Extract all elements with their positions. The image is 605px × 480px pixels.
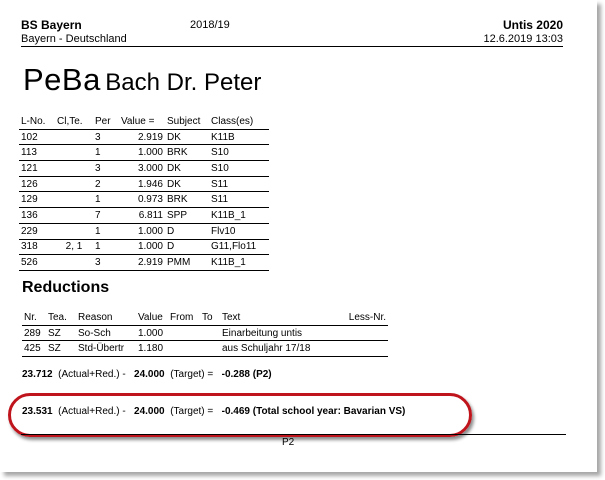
cell: Einarbeitung untis bbox=[220, 325, 320, 341]
cell bbox=[320, 325, 388, 341]
cell: 2 bbox=[93, 176, 119, 192]
difference-value: -0.288 (P2) bbox=[221, 369, 272, 380]
cell: G11,Flo11 bbox=[209, 239, 269, 255]
cell: S11 bbox=[209, 192, 269, 208]
cell: BRK bbox=[165, 145, 209, 161]
cell: 2.919 bbox=[119, 255, 165, 271]
cell: 2, 1 bbox=[55, 239, 93, 255]
cell: 229 bbox=[19, 223, 55, 239]
col-per: Per bbox=[93, 114, 119, 129]
cell bbox=[168, 341, 200, 357]
reductions-table bbox=[22, 310, 388, 357]
target-value: 24.000 bbox=[134, 406, 165, 417]
cell bbox=[320, 341, 388, 357]
cell: D bbox=[165, 239, 209, 255]
summary-line-1 bbox=[22, 369, 272, 380]
difference-value: -0.469 (Total school year: Bavarian VS) bbox=[221, 406, 406, 417]
col-text: Text bbox=[220, 310, 320, 325]
cell: Flv10 bbox=[209, 223, 269, 239]
actual-label: (Actual+Red.) - bbox=[58, 369, 126, 380]
footer-rule bbox=[21, 434, 566, 435]
col-value: Value bbox=[136, 310, 168, 325]
cell: 1 bbox=[93, 192, 119, 208]
reductions-header-row bbox=[22, 310, 388, 325]
col-lno: L-No. bbox=[19, 114, 55, 129]
cell: SPP bbox=[165, 208, 209, 224]
cell: 1 bbox=[93, 145, 119, 161]
cell: 526 bbox=[19, 255, 55, 271]
table-row bbox=[19, 255, 269, 271]
col-nr: Nr. bbox=[22, 310, 46, 325]
actual-label: (Actual+Red.) - bbox=[58, 406, 126, 417]
table-row bbox=[22, 325, 388, 341]
cell: K11B_1 bbox=[209, 208, 269, 224]
cell: 1 bbox=[93, 223, 119, 239]
cell: K11B bbox=[209, 129, 269, 145]
product-name: Untis 2020 bbox=[502, 18, 563, 32]
col-subject: Subject bbox=[165, 114, 209, 129]
table-row bbox=[19, 192, 269, 208]
print-datetime: 12.6.2019 13:03 bbox=[483, 33, 563, 45]
cell: BRK bbox=[165, 192, 209, 208]
cell: 102 bbox=[19, 129, 55, 145]
header-rule bbox=[21, 46, 563, 47]
table-row bbox=[19, 239, 269, 255]
school-year: 2018/19 bbox=[190, 19, 230, 31]
col-reason: Reason bbox=[76, 310, 136, 325]
cell: 289 bbox=[22, 325, 46, 341]
table-row bbox=[22, 341, 388, 357]
cell: So-Sch bbox=[76, 325, 136, 341]
table-row bbox=[19, 223, 269, 239]
cell: DK bbox=[165, 129, 209, 145]
cell: DK bbox=[165, 161, 209, 177]
cell bbox=[55, 192, 93, 208]
cell: 1 bbox=[93, 239, 119, 255]
teacher-title bbox=[23, 62, 261, 98]
cell: 1.000 bbox=[119, 145, 165, 161]
cell bbox=[55, 176, 93, 192]
target-value: 24.000 bbox=[134, 369, 165, 380]
teacher-name: Bach Dr. Peter bbox=[105, 69, 262, 96]
cell: 1.946 bbox=[119, 176, 165, 192]
cell: SZ bbox=[46, 341, 76, 357]
cell: S11 bbox=[209, 176, 269, 192]
cell: 1.000 bbox=[136, 325, 168, 341]
cell bbox=[200, 325, 220, 341]
cell: 136 bbox=[19, 208, 55, 224]
col-to: To bbox=[200, 310, 220, 325]
cell bbox=[200, 341, 220, 357]
cell bbox=[55, 223, 93, 239]
cell: Std-Übertr bbox=[76, 341, 136, 357]
lessons-header-row bbox=[19, 114, 269, 129]
cell: 121 bbox=[19, 161, 55, 177]
page-number: P2 bbox=[282, 437, 295, 448]
table-row bbox=[19, 208, 269, 224]
cell: 3 bbox=[93, 129, 119, 145]
table-row bbox=[19, 145, 269, 161]
cell: 129 bbox=[19, 192, 55, 208]
cell: DK bbox=[165, 176, 209, 192]
cell: 1.000 bbox=[119, 223, 165, 239]
cell: 113 bbox=[19, 145, 55, 161]
col-clte: Cl,Te. bbox=[55, 114, 93, 129]
cell: S10 bbox=[209, 145, 269, 161]
cell: S10 bbox=[209, 161, 269, 177]
cell: aus Schuljahr 17/18 bbox=[220, 341, 320, 357]
table-row bbox=[19, 129, 269, 145]
school-name: BS Bayern bbox=[21, 18, 82, 32]
col-tea: Tea. bbox=[46, 310, 76, 325]
cell: 425 bbox=[22, 341, 46, 357]
cell bbox=[55, 145, 93, 161]
cell bbox=[168, 325, 200, 341]
target-label: (Target) = bbox=[170, 406, 214, 417]
cell: 126 bbox=[19, 176, 55, 192]
region: Bayern - Deutschland bbox=[21, 33, 127, 45]
table-row bbox=[19, 161, 269, 177]
reductions-heading: Reductions bbox=[22, 279, 110, 296]
col-less-nr: Less-Nr. bbox=[320, 310, 388, 325]
table-row bbox=[19, 176, 269, 192]
cell: 0.973 bbox=[119, 192, 165, 208]
cell: K11B_1 bbox=[209, 255, 269, 271]
col-from: From bbox=[168, 310, 200, 325]
teacher-code: PeBa bbox=[23, 62, 101, 97]
cell: D bbox=[165, 223, 209, 239]
cell: 3 bbox=[93, 255, 119, 271]
target-label: (Target) = bbox=[170, 369, 214, 380]
cell: 1.180 bbox=[136, 341, 168, 357]
summary-line-2 bbox=[22, 406, 405, 417]
cell: 1.000 bbox=[119, 239, 165, 255]
col-classes: Class(es) bbox=[209, 114, 269, 129]
actual-value: 23.712 bbox=[22, 369, 53, 380]
cell: 2.919 bbox=[119, 129, 165, 145]
cell: SZ bbox=[46, 325, 76, 341]
cell bbox=[55, 161, 93, 177]
cell bbox=[55, 255, 93, 271]
cell bbox=[55, 129, 93, 145]
cell: 3.000 bbox=[119, 161, 165, 177]
cell: PMM bbox=[165, 255, 209, 271]
cell: 6.811 bbox=[119, 208, 165, 224]
cell bbox=[55, 208, 93, 224]
col-value: Value = bbox=[119, 114, 165, 129]
cell: 3 bbox=[93, 161, 119, 177]
cell: 318 bbox=[19, 239, 55, 255]
cell: 7 bbox=[93, 208, 119, 224]
actual-value: 23.531 bbox=[22, 406, 53, 417]
lessons-table bbox=[19, 114, 269, 271]
